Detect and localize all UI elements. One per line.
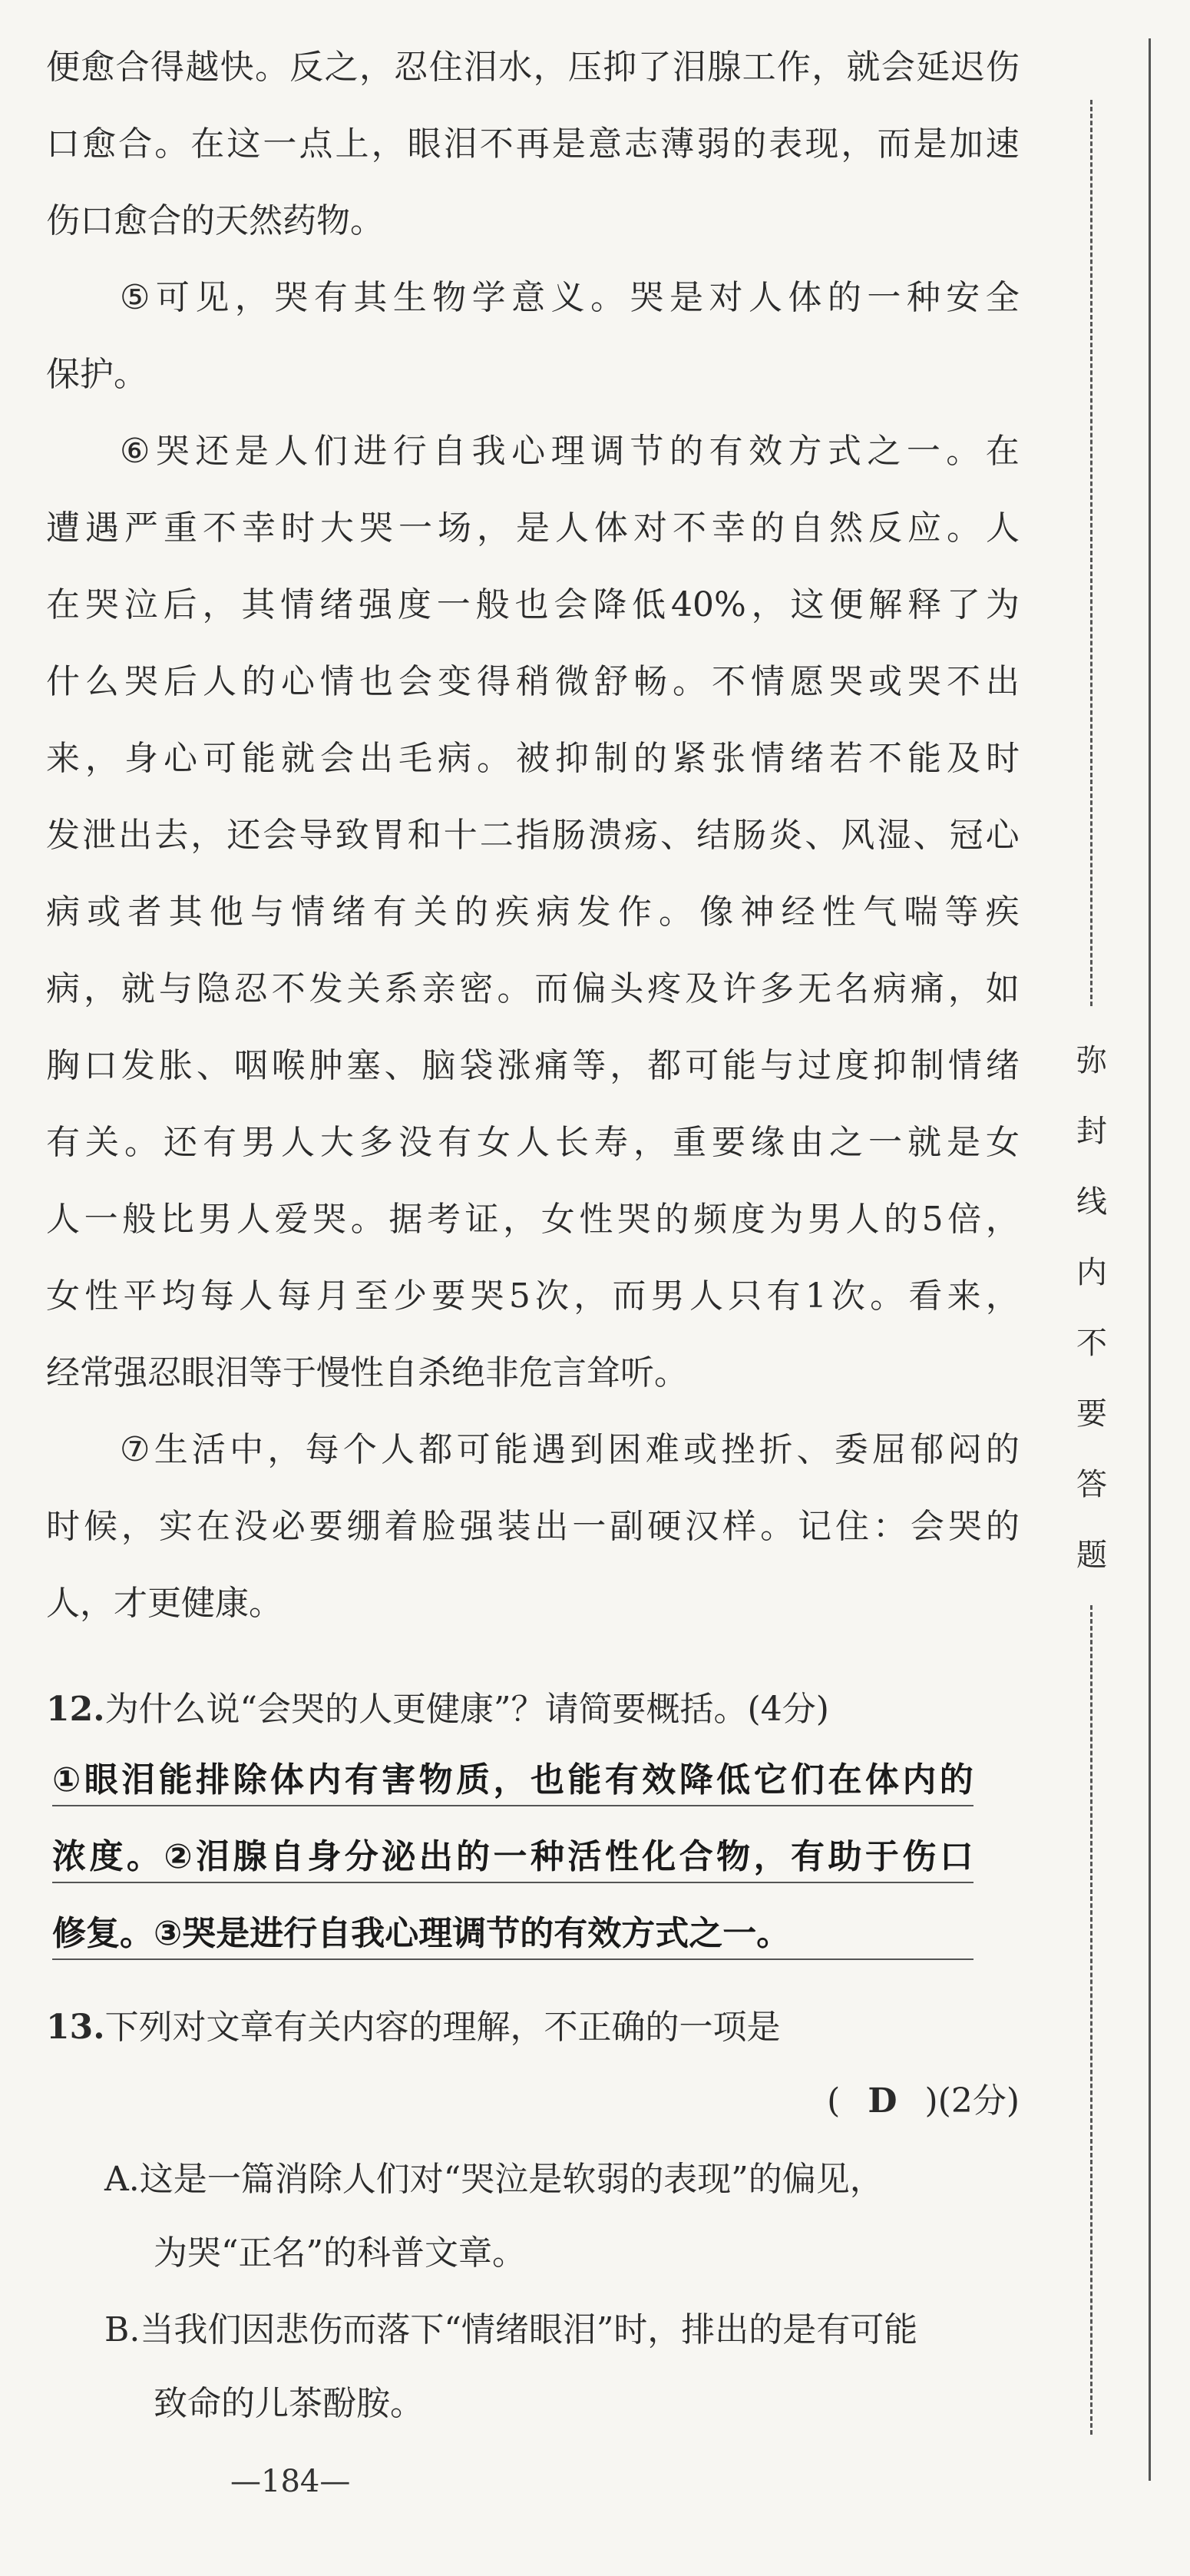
passage-line (46, 429, 1020, 475)
line-text: 有 关 。 还 有 男 人 大 多 没 有 女 人 长 寿 ， 重 要 缘 由 之 一 就 是 女 (46, 1123, 1020, 1162)
binding-margin (1075, 0, 1190, 2576)
bracket-open: ( (827, 2081, 841, 2121)
q12-answer-line-3: 修复。③哭是进行自我心理调节的有效方式之一。 (52, 1909, 973, 1960)
line-text: 遭 遇 严 重 不 幸 时 大 哭 一 场 ， 是 人 体 对 不 幸 的 自 然 反 应 。 人 (46, 508, 1020, 548)
passage-line (46, 1427, 1020, 1473)
q12-number: 12. (46, 1690, 105, 1729)
seal-text (1075, 1025, 1109, 1591)
seal-char: 内 (1076, 1255, 1107, 1290)
q13-text: 下列对文章有关内容的理解，不正确的一项是 (104, 2008, 781, 2047)
passage-line: 人，才更健康。 (46, 1584, 283, 1623)
seal-char: 弥 (1076, 1043, 1107, 1078)
passage-line: 保护。 (46, 355, 147, 394)
option-a-line-1: A.这是一篇消除人们对“哭泣是软弱的表现”的偏见， (104, 2160, 884, 2199)
seal-char: 题 (1076, 1538, 1107, 1573)
q13-answer-bracket (827, 2078, 1020, 2124)
seal-char: 要 (1076, 1396, 1107, 1432)
passage-line (46, 659, 1020, 705)
line-text: 来 ， 身 心 可 能 就 会 出 毛 病 。 被 抑 制 的 紧 张 情 绪 若 不 能 及 时 (46, 739, 1020, 778)
option-b-line-1: B.当我们因悲伤而落下“情绪眼泪”时，排出的是有可能 (104, 2310, 918, 2349)
line-text: 浓 度 。 ② 泪 腺 自 身 分 泌 出 的 一 种 活 性 化 合 物 ， 有 助 于 伤 口 (52, 1837, 973, 1876)
line-text: ① 眼 泪 能 排 除 体 内 有 害 物 质 ， 也 能 有 效 降 低 它 们 在 体 内 的 (52, 1760, 973, 1800)
passage-line (46, 1120, 1020, 1166)
q12-stem (46, 1687, 1020, 1733)
passage-line (46, 1273, 1020, 1319)
passage-line (46, 813, 1020, 859)
passage-line (46, 45, 1020, 91)
line-text: 什 么 哭 后 人 的 心 情 也 会 变 得 稍 微 舒 畅 。 不 情 愿 哭 或 哭 不 出 (46, 662, 1020, 701)
line-text: 便 愈 合 得 越 快 。 反 之 ， 忍 住 泪 水 ， 压 抑 了 泪 腺 工 作 ， 就 会 延 迟 伤 (46, 48, 1020, 87)
bracket-close: ) (924, 2081, 938, 2121)
passage-line (46, 736, 1020, 782)
line-text: ⑤ 可 见 ， 哭 有 其 生 物 学 意 义 。 哭 是 对 人 体 的 一 种 安 全 (120, 278, 1020, 317)
passage-line (46, 275, 1020, 321)
q13-answer: D (868, 2081, 897, 2121)
line-text: 在 哭 泣 后 ， 其 情 绪 强 度 一 般 也 会 降 低 40% ， 这 便 解 释 了 为 (46, 585, 1020, 624)
line-text: 口 愈 合 。 在 这 一 点 上 ， 眼 泪 不 再 是 意 志 薄 弱 的 表 现 ， 而 是 加 速 (46, 124, 1020, 164)
passage-line: 经常强忍眼泪等于慢性自杀绝非危言耸听。 (46, 1353, 688, 1392)
passage-line (46, 889, 1020, 935)
line-text: 时 候 ， 实 在 没 必 要 绷 着 脸 强 装 出 一 副 硬 汉 样 。 记 住 ： 会 哭 的 (46, 1507, 1020, 1546)
page-number: —184— (230, 2464, 351, 2499)
line-text: 人 一 般 比 男 人 爱 哭 。 据 考 证 ， 女 性 哭 的 频 度 为 男 人 的 5 倍 ， (46, 1200, 1020, 1239)
option-b-line-2: 致命的儿茶酚胺。 (154, 2384, 424, 2423)
line-text: 发 泄 出 去 ， 还 会 导 致 胃 和 十 二 指 肠 溃 疡 、 结 肠 炎 、 风 湿 、 冠 心 (46, 816, 1020, 855)
passage-line (46, 121, 1020, 167)
seal-char: 不 (1076, 1326, 1107, 1361)
q13-score: (2分) (937, 2081, 1020, 2121)
q12-answer-line-1 (52, 1756, 973, 1806)
passage-line (46, 966, 1020, 1012)
margin-rule (1149, 38, 1151, 2481)
line-text: 胸 口 发 胀 、 咽 喉 肿 塞 、 脑 袋 涨 痛 等 ， 都 可 能 与 过 度 抑 制 情 绪 (46, 1046, 1020, 1085)
seal-dashed-line-bottom (1090, 1605, 1092, 2435)
option-a-line-2: 为哭“正名”的科普文章。 (154, 2233, 526, 2273)
line-text: 病 ， 就 与 隐 忍 不 发 关 系 亲 密 。 而 偏 头 疼 及 许 多 无 名 病 痛 ， 如 (46, 969, 1020, 1008)
passage-line (46, 582, 1020, 628)
line-text: 病 或 者 其 他 与 情 绪 有 关 的 疾 病 发 作 。 像 神 经 性 气 喘 等 疾 (46, 892, 1020, 932)
passage-line (46, 1504, 1020, 1550)
passage-line (46, 1043, 1020, 1089)
q12-answer-line-2 (52, 1833, 973, 1883)
passage-line (46, 1197, 1020, 1243)
q12-text: 为什么说“会哭的人更健康”？请简要概括。(4分) (104, 1690, 829, 1729)
seal-dashed-line-top (1090, 100, 1092, 1006)
line-text: ⑦ 生 活 中 ， 每 个 人 都 可 能 遇 到 困 难 或 挫 折 、 委 屈 郁 闷 的 (120, 1430, 1020, 1469)
q13-stem (46, 2005, 1020, 2051)
line-text: 女 性 平 均 每 人 每 月 至 少 要 哭 5 次 ， 而 男 人 只 有 1 次 。 看 来 ， (46, 1276, 1020, 1316)
q13-number: 13. (46, 2008, 105, 2047)
seal-char: 线 (1076, 1184, 1107, 1220)
passage-line: 伤口愈合的天然药物。 (46, 201, 384, 240)
line-text: ⑥ 哭 还 是 人 们 进 行 自 我 心 理 调 节 的 有 效 方 式 之 一 。 在 (120, 432, 1020, 471)
seal-char: 答 (1076, 1467, 1107, 1502)
passage-line (46, 505, 1020, 551)
q13-answer-row (46, 2078, 1020, 2124)
seal-char: 封 (1076, 1114, 1107, 1149)
